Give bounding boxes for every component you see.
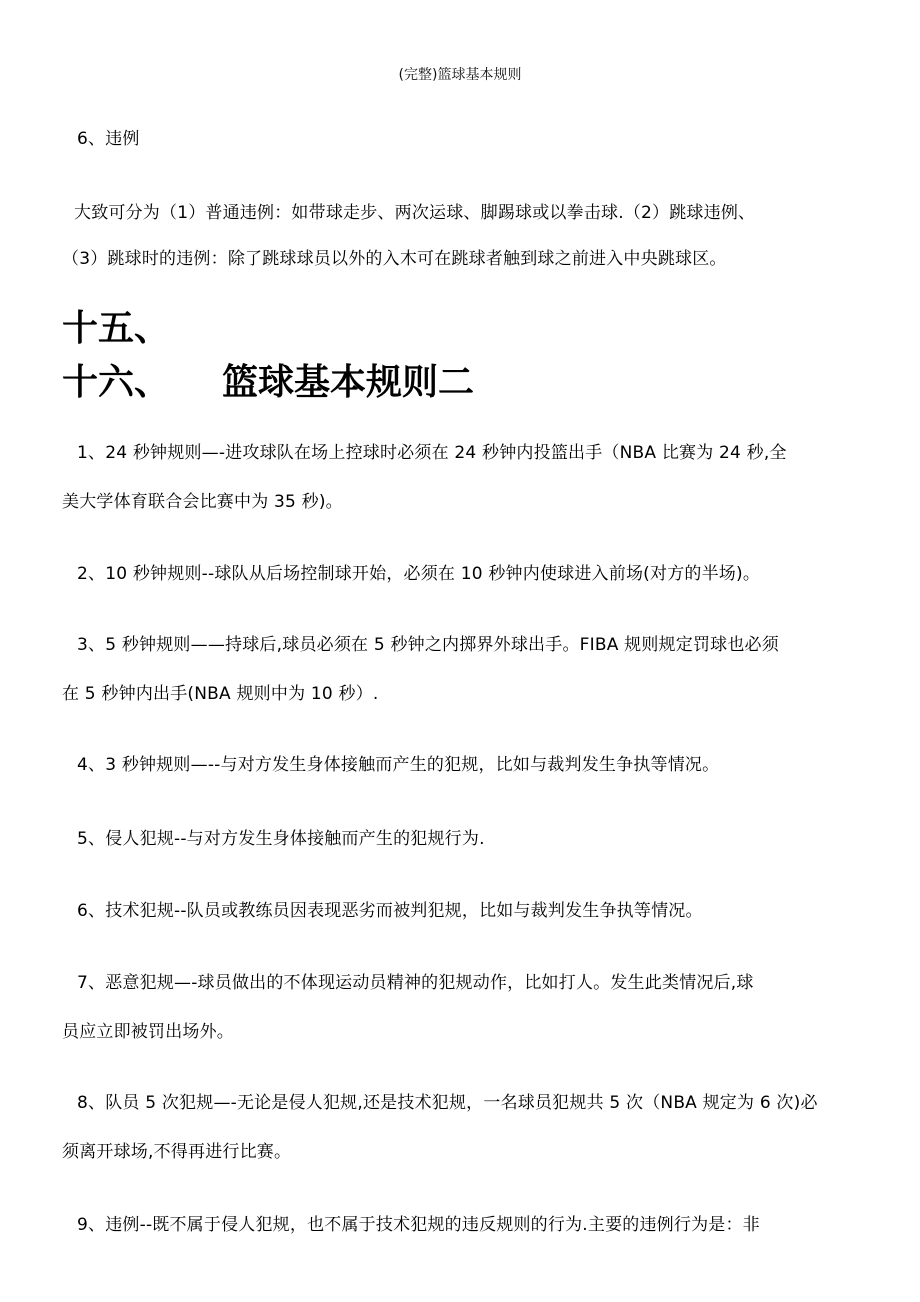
heading-sixteen-title: 篮球基本规则二 — [222, 362, 475, 403]
heading-sixteen-number: 十六、 — [62, 362, 171, 403]
rule-3-line: 在 5 秒钟内出手(NBA 规则中为 10 秒）. — [62, 684, 379, 704]
rule-9-line: 9、违例--既不属于侵人犯规，也不属于技术犯规的违反规则的行为.主要的违例行为是：非 — [77, 1215, 760, 1235]
rule-2-line: 2、10 秒钟规则--球队从后场控制球开始，必须在 10 秒钟内使球进入前场(对方的半场)。 — [77, 564, 761, 584]
rule-7-line: 7、恶意犯规—-球员做出的不体现运动员精神的犯规动作，比如打人。发生此类情况后,球 — [77, 973, 754, 993]
heading-fifteen: 十五、 — [62, 308, 171, 349]
rule-4-line: 4、3 秒钟规则—--与对方发生身体接触而产生的犯规，比如与裁判发生争执等情况。 — [77, 755, 720, 775]
section-heading-violation: 6、违例 — [77, 129, 140, 149]
rule-8-line: 须离开球场,不得再进行比赛。 — [62, 1142, 292, 1162]
rule-8-line: 8、队员 5 次犯规—-无论是侵人犯规,还是技术犯规，一名球员犯规共 5 次（NBA 规定为 6 次)必 — [77, 1093, 818, 1113]
rule-3-line: 3、5 秒钟规则——持球后,球员必须在 5 秒钟之内掷界外球出手。FIBA 规则规定罚球也必须 — [77, 635, 779, 655]
rule-7-line: 员应立即被罚出场外。 — [62, 1022, 234, 1042]
page-header: (完整)篮球基本规则 — [398, 67, 522, 83]
rule-1-line: 1、24 秒钟规则—-进攻球队在场上控球时必须在 24 秒钟内投篮出手（NBA 比赛为 24 秒,全 — [77, 443, 787, 463]
heading-sixteen — [62, 354, 474, 405]
rule-1-line: 美大学体育联合会比赛中为 35 秒)。 — [62, 492, 343, 512]
paragraph-line: 大致可分为（1）普通违例：如带球走步、两次运球、脚踢球或以拳击球.（2）跳球违例、 — [74, 203, 756, 223]
rule-5-line: 5、侵人犯规--与对方发生身体接触而产生的犯规行为. — [77, 829, 485, 849]
paragraph-line: （3）跳球时的违例：除了跳球球员以外的入木可在跳球者触到球之前进入中央跳球区。 — [62, 249, 727, 269]
rule-6-line: 6、技术犯规--队员或教练员因表现恶劣而被判犯规，比如与裁判发生争执等情况。 — [77, 901, 703, 921]
